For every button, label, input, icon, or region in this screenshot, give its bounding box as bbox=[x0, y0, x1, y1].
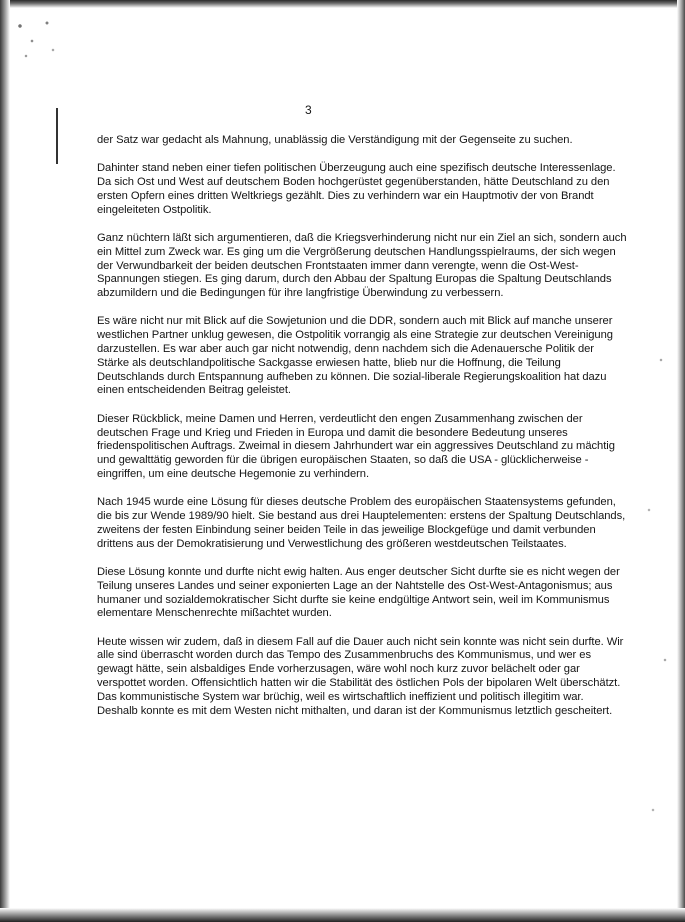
document-body bbox=[97, 134, 627, 733]
scan-noise-right bbox=[637, 300, 677, 900]
margin-mark bbox=[56, 108, 58, 164]
paragraph: Heute wissen wir zudem, daß in diesem Fall auf die Dauer auch nicht sein konnte was nicht sein durfte. Wir alle sind überrascht worden durch das Tempo des Zusammenbruchs des Kommunismus, und wer es gewagt hätte, sein alsbaldiges Ende vorherzusagen, wäre wohl noch kurz zuvor belächelt oder gar verspottet worden. Offensichtlich hatten wir die Stabilität des östlichen Pols der bipolaren Welt überschätzt. Das kommunistische System war brüchig, weil es wirtschaftlich ineffizient und politisch illegitim war. Deshalb konnte es mit dem Westen nicht mithalten, und daran ist der Kommunismus letztlich gescheitert. bbox=[97, 635, 624, 717]
scan-noise-top-left bbox=[8, 8, 68, 68]
paragraph: Dahinter stand neben einer tiefen politischen Überzeugung auch eine spezifisch deutsche Interessenlage. Da sich Ost und West auf deutschem Boden hochgerüstet gegenüberstanden, hätte Deutschland zu den ersten Opfern eines dritten Weltkriegs gezählt. Dies zu verhindern war ein Hauptmotiv der von Brandt eingeleiteten Ostpolitik. bbox=[97, 162, 616, 216]
paragraph: Nach 1945 wurde eine Lösung für dieses deutsche Problem des europäischen Staatensystems gefunden, die bis zur Wende 1989/90 hielt. Sie bestand aus drei Hauptelementen: erstens der Spaltung Deutschlands, zweitens der festen Einbindung seiner beiden Teile in das jeweilige Blockgefüge und damit verbunden drittens aus der Demokratisierung und Verwestlichung des größeren westdeutschen Teilstaates. bbox=[97, 496, 626, 550]
page-number: 3 bbox=[305, 103, 312, 117]
paragraph: Diese Lösung konnte und durfte nicht ewig halten. Aus enger deutscher Sicht durfte sie es nicht wegen der Teilung unseres Landes und seiner exponierten Lage an der Nahtstelle des Ost-West-Antagonismus; aus humaner und sozialdemokratischer Sicht durfte sie keine endgültige Antwort sein, weil im Kommunismus elementare Menschenrechte mißachtet wurden. bbox=[97, 565, 620, 620]
scan-border-top bbox=[0, 0, 685, 8]
scan-border-left bbox=[0, 0, 10, 922]
paragraph: Es wäre nicht nur mit Blick auf die Sowjetunion und die DDR, sondern auch mit Blick auf manche unserer westlichen Partner unklug gewesen, die Ostpolitik vorrangig als eine Strategie zur deutschen Vereinigung darzustellen. Es war aber auch gar nicht notwendig, denn nachdem sich die Adenauersche Politik der Stärke als deutschlandpolitische Sackgasse erwiesen hatte, blieb nur die Hoffnung, die Teilung Deutschlands durch Entspannung aufheben zu können. Die sozial-liberale Regierungskoalition hat dazu einen entscheidenden Beitrag geleistet. bbox=[97, 315, 613, 397]
paragraph: Dieser Rückblick, meine Damen und Herren, verdeutlicht den engen Zusammenhang zwischen der deutschen Frage und Krieg und Frieden in Europa und damit die besondere Bedeutung unseres friedenspolitischen Auftrags. Zweimal in diesem Jahrhundert war ein aggressives Deutschland zu mächtig und gewalttätig geworden für die übrigen europäischen Staaten, so daß die USA - glücklicherweise - eingriffen, um eine deutsche Hegemonie zu verhindern. bbox=[97, 412, 615, 480]
paragraph: Ganz nüchtern läßt sich argumentieren, daß die Kriegsverhinderung nicht nur ein Ziel an sich, sondern auch ein Mittel zum Zweck war. Es ging um die Vergrößerung deutschen Handlungsspielraums, der sich wegen der Verwundbarkeit der beiden deutschen Frontstaaten immer dann verengte, wenn die Ost-West-Spannungen stiegen. Es ging darum, durch den Abbau der Spaltung Europas die Spaltung Deutschlands abzumildern und die Bedingungen für ihre langfristige Überwindung zu verbessern. bbox=[97, 231, 627, 300]
paragraph: der Satz war gedacht als Mahnung, unablässig die Verständigung mit der Gegenseite zu suchen. bbox=[97, 134, 573, 146]
scan-border-right bbox=[677, 0, 685, 922]
scan-border-bottom bbox=[0, 908, 685, 922]
